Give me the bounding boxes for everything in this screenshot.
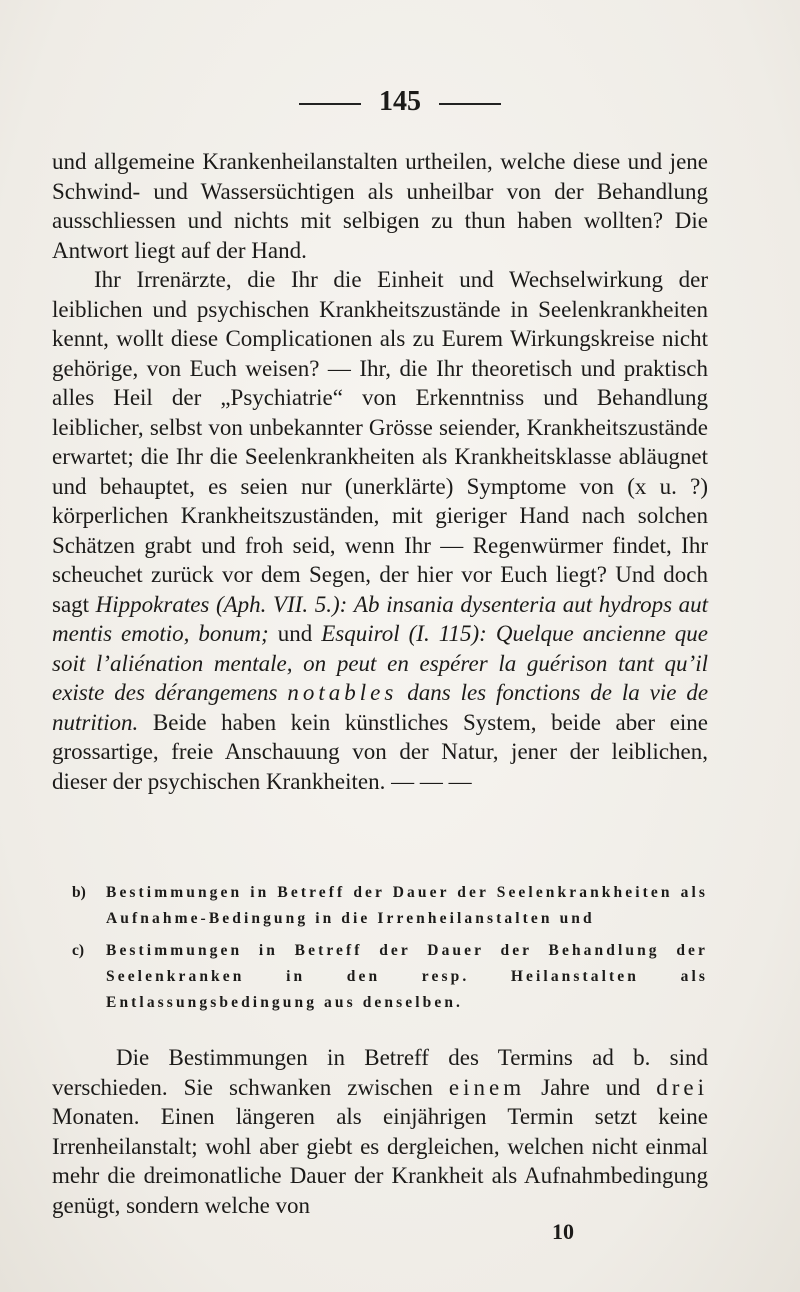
- list-item: [72, 880, 708, 932]
- list-item-text: Bestimmungen in Betreff der Dauer der Behandlung der Seelenkranken in den resp. Heilanstalten als Entlassungsbedingung aus denselben.: [106, 942, 708, 1011]
- emphasis-einem: einem: [448, 1074, 526, 1100]
- paragraph-3-text-2: Jahre und: [541, 1074, 641, 1100]
- citation-esquirol: Esquirol (I. 115):: [321, 621, 487, 646]
- page-header: [0, 86, 800, 118]
- list-item: [72, 938, 708, 1016]
- header-rule-right: [439, 103, 501, 105]
- latin-quote: Ab insania dysenteria aut hydrops aut mentis emotio, bonum;: [52, 591, 709, 646]
- header-rule-left: [299, 103, 361, 105]
- paragraph-3: [52, 1043, 708, 1220]
- signature-mark: 10: [552, 1219, 574, 1244]
- french-quote-part-1: Quelque ancienne que soit l’aliénation mentale, on peut en espérer la guérison tant qu’il existe des dérangemens: [52, 621, 709, 705]
- list-item-text: Bestimmungen in Betreff der Dauer der Seelenkrankheiten als Aufnahme-Bedingung in die Irrenheilanstalten und: [106, 884, 708, 927]
- paragraph-2: [52, 265, 708, 796]
- french-quote-part-2: dans les fonctions de la vie de nutrition.: [52, 680, 709, 735]
- list-marker: c): [72, 942, 85, 959]
- conjunction: und: [277, 621, 313, 646]
- citation-hippokrates: Hippokrates (Aph. VII. 5.):: [95, 591, 348, 617]
- paragraph-1: und allgemeine Krankenheilanstalten urtheilen, welche diese und jene Schwind- und Wassersüchtigen als unheilbar von der Behandlung ausschliessen und nichts mit selbigen zu thun haben wollten? Die Antwort liegt auf der Hand.: [52, 149, 708, 263]
- list-marker: b): [72, 884, 86, 901]
- emphasis-notables: notables: [287, 680, 398, 705]
- page-number: 145: [379, 86, 421, 117]
- main-text-block: [52, 147, 708, 796]
- paragraph-2-conclusion: Beide haben kein künstliches System, beide aber eine grossartige, freie Anschauung von der Natur, jener der leiblichen, dieser der psychischen Krankheiten. — — —: [52, 709, 709, 794]
- lower-text-block: [52, 1043, 708, 1220]
- paragraph-2-text: Ihr Irrenärzte, die Ihr die Einheit und Wechselwirkung der leiblichen und psychischen Krankheitszustände in Seelenkrankheiten kennt, wollt diese Complicationen als zu Eurem Wirkungskreise nicht gehörige, von Euch weisen? — Ihr, die Ihr theoretisch und praktisch alles Heil der „Psychiatrie“ von Erkenntniss und Behandlung leiblicher, selbst von unbekannter Grösse seiender, Krankheitszustände erwartet; die Ihr die Seelenkrankheiten als Krankheitsklasse abläugnet und behauptet, es seien nur (unerklärte) Symptome von (x u. ?) körperlichen Krankheitszuständen, mit gieriger Hand nach solchen Schätzen grabt und froh seid, wenn Ihr — Regenwürmer findet, Ihr scheuchet zurück vor dem Segen, der hier vor Euch liegt? Und doch sagt: [52, 267, 708, 617]
- provisions-list: [72, 880, 708, 1022]
- paragraph-3-text: Die Bestimmungen in Betreff des Termins ad b. sind verschieden. Sie schwanken zwischen: [52, 1045, 708, 1100]
- paragraph-3-text-3: Monaten. Einen längeren als einjährigen Termin setzt keine Irrenheilanstalt; wohl aber giebt es dergleichen, welchen nicht einmal mehr die dreimonatliche Dauer der Krankheit als Aufnahmbedingung genügt, sondern welche von: [52, 1104, 708, 1218]
- emphasis-drei: drei: [656, 1074, 709, 1100]
